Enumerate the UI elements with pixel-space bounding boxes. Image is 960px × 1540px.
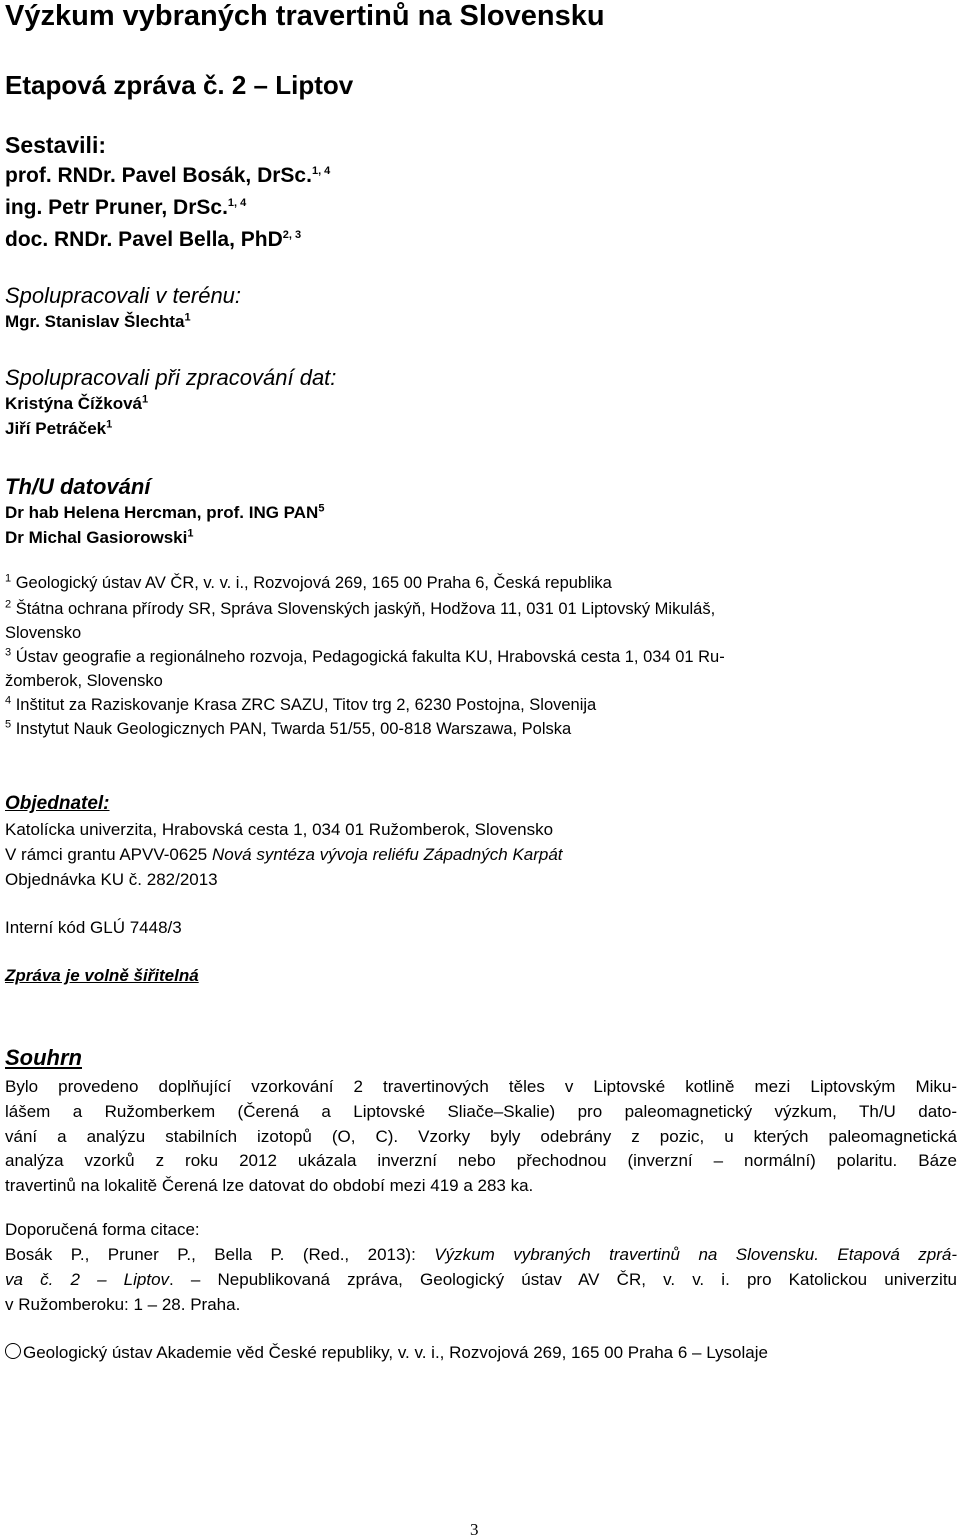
affiliation-sup: 1 [106,418,113,431]
affiliation-sup: 1, 4 [227,197,247,209]
internal-code: Interní kód GLÚ 7448/3 [5,918,182,937]
affiliation-item [5,696,596,715]
author-line [5,228,301,252]
person-name: Dr hab Helena Hercman, prof. ING PAN [5,503,319,522]
report-title: Výzkum vybraných travertinů na Slovensku [5,0,605,32]
client-line: Katolícka univerzita, Hrabovská cesta 1, 034 01 Ružomberok, Slovensko [5,820,554,839]
author-line [5,196,246,220]
affiliation-text: Štátna ochrana přírody SR, Správa Slovenských jaskýň, Hodžova 11, 031 01 Liptovský Mikuláš, [15,600,716,618]
summary-line: Bylo provedeno doplňující vzorkování 2 travertinových těles v Liptovské kotlině mezi Liptovským Miku- [5,1077,957,1096]
data-cooperation-heading: Spolupracovali při zpracování dat: [5,365,337,390]
citation-line: v Ružomberoku: 1 – 28. Praha. [5,1294,241,1314]
affiliation-sup: 2, 3 [282,229,302,241]
affiliation-item [5,600,715,619]
citation-paragraph [5,1243,957,1317]
report-subtitle: Etapová zpráva č. 2 – Liptov [5,70,354,100]
grant-prefix: V rámci grantu APVV-0625 [5,845,212,864]
person-name: Jiří Petráček [5,419,107,438]
summary-line: vání a analýzu stabilních izotopů (O, C). Vzorky byly odebrány z pozic, u kterých paleomagnetická [5,1126,957,1146]
person-name: Mgr. Stanislav Šlechta [5,312,185,331]
distribution-note: Zpráva je volně šiřitelná [5,966,199,985]
dating-person [5,503,324,523]
page-number: 3 [470,1520,479,1539]
affiliation-num: 4 [5,694,12,707]
citation-heading: Doporučená forma citace: [5,1220,200,1239]
citation-line [5,1243,957,1268]
affiliation-sup: 5 [318,502,325,515]
copyright-icon [5,1343,21,1359]
citation-title-cont: va č. 2 – Liptov [5,1269,170,1289]
affiliation-continuation: Slovensko [5,624,82,642]
affiliation-sup: 1 [187,527,194,540]
author-name: prof. RNDr. Pavel Bosák, DrSc. [5,164,312,187]
citation-authors: Bosák P., Pruner P., Bella P. (Red., 2013): [5,1245,435,1264]
affiliation-item [5,720,571,739]
summary-paragraph [5,1075,957,1199]
affiliation-sup: 1 [184,311,191,324]
citation-title: Výzkum vybraných travertinů na Slovensku. Etapová zprá- [434,1245,957,1264]
affiliation-num: 5 [5,718,12,731]
summary-line: lášem a Ružomberkem (Čerená a Liptovské Sliače–Skalie) pro paleomagnetický výzkum, Th/U dato- [5,1101,957,1121]
grant-line [5,845,563,865]
affiliation-text: Inštitut za Raziskovanje Krasa ZRC SAZU, Titov trg 2, 6230 Postojna, Slovenija [15,696,597,714]
compiled-by-heading: Sestavili: [5,132,106,158]
person-name: Dr Michal Gasiorowski [5,528,188,547]
summary-line: analýza vzorků z roku 2012 ukázala inverzní nebo přechodnou (inverzní – normální) polaritu. Báze [5,1151,957,1171]
author-line [5,164,330,188]
grant-title: Nová syntéza vývoja reliéfu Západných Karpát [211,845,563,864]
dating-heading: Th/U datování [5,474,151,499]
citation-publisher: . – Nepublikovaná zpráva, Geologický ústav AV ČR, v. v. i. pro Katolickou univerzitu [169,1269,958,1289]
affiliation-sup: 1, 4 [311,165,331,177]
affiliation-text: Ústav geografie a regionálneho rozvoja, Pedagogická fakulta KU, Hrabovská cesta 1, 034 01 Ru- [15,648,725,666]
client-heading: Objednatel: [5,793,110,814]
affiliation-num: 1 [5,572,12,585]
affiliation-item [5,648,725,667]
author-name: doc. RNDr. Pavel Bella, PhD [5,228,283,251]
person-name: Kristýna Čížková [5,394,142,413]
data-person [5,394,148,414]
order-line: Objednávka KU č. 282/2013 [5,870,218,889]
author-name: ing. Petr Pruner, DrSc. [5,196,228,219]
copyright-line [5,1343,768,1363]
affiliation-num: 3 [5,646,12,659]
affiliation-sup: 1 [142,393,149,406]
copyright-text: Geologický ústav Akademie věd České republiky, v. v. i., Rozvojová 269, 165 00 Praha 6 – Lysolaje [23,1343,768,1362]
affiliation-item [5,574,612,593]
field-cooperation-heading: Spolupracovali v terénu: [5,283,242,308]
summary-line: travertinů na lokalitě Čerená lze datovat do období mezi 419 a 283 ka. [5,1176,534,1196]
summary-heading: Souhrn [5,1045,82,1070]
affiliation-num: 2 [5,598,12,611]
affiliation-text: Geologický ústav AV ČR, v. v. i., Rozvojová 269, 165 00 Praha 6, Česká republika [15,574,612,592]
field-person [5,312,191,332]
affiliation-text: Instytut Nauk Geologicznych PAN, Twarda 51/55, 00-818 Warszawa, Polska [15,720,572,738]
citation-line [5,1268,957,1293]
data-person [5,419,112,439]
dating-person [5,528,193,548]
affiliation-continuation: žomberok, Slovensko [5,672,163,690]
